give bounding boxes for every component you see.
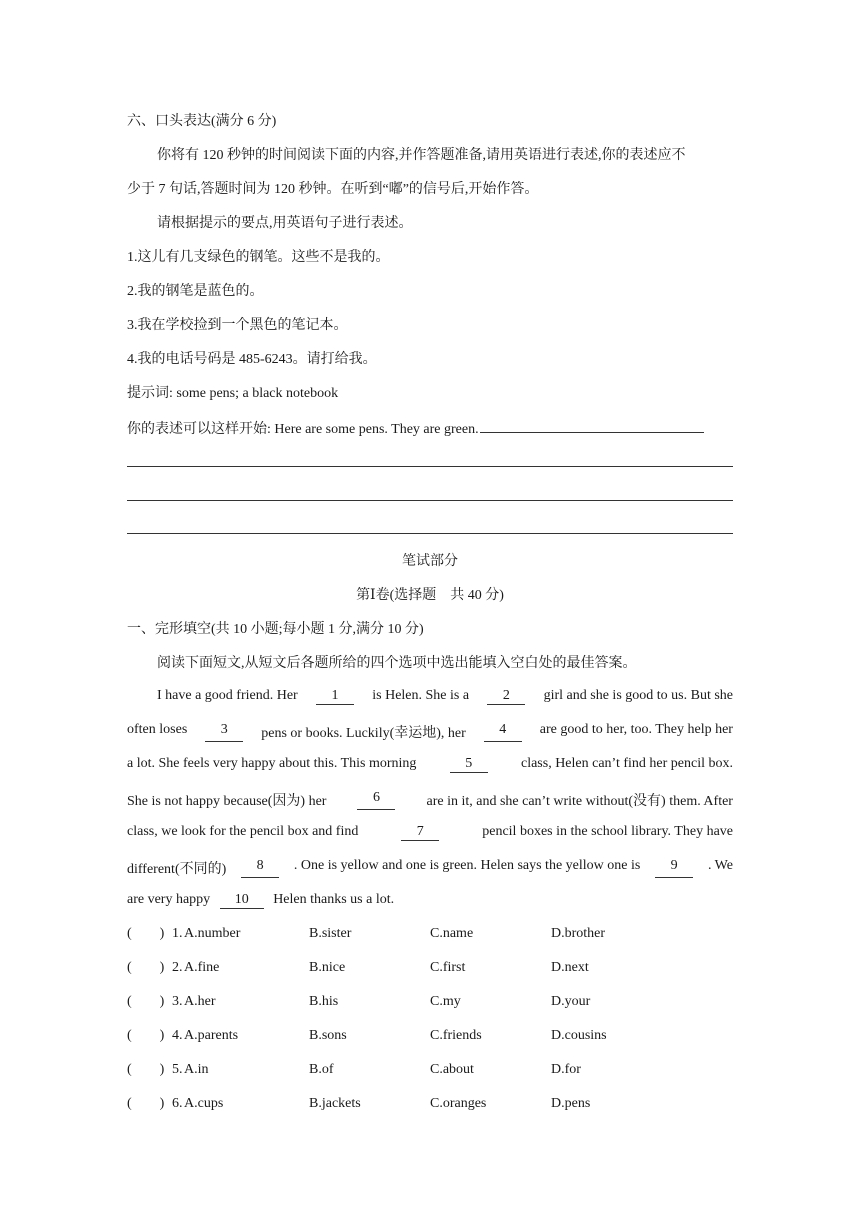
blank-5: 5 [450, 756, 488, 773]
answer-bracket[interactable]: ( ) [127, 994, 165, 1009]
option-b[interactable]: B.of [309, 1062, 334, 1077]
oral-start-text: 你的表述可以这样开始: Here are some pens. They are green. [127, 422, 479, 437]
answer-line-1[interactable] [127, 466, 733, 467]
option-a[interactable]: A.in [184, 1062, 209, 1077]
cloze-heading: 一、完形填空(共 10 小题;每小题 1 分,满分 10 分) [127, 622, 424, 637]
blank-3: 3 [205, 722, 243, 742]
answer-bracket[interactable]: ( ) [127, 1096, 165, 1111]
option-b[interactable]: B.jackets [309, 1096, 361, 1111]
option-d[interactable]: D.pens [551, 1096, 591, 1111]
oral-point-4: 4.我的电话号码是 485-6243。请打给我。 [127, 352, 377, 367]
oral-point-3: 3.我在学校捡到一个黑色的笔记本。 [127, 318, 348, 333]
oral-instruction-line1: 你将有 120 秒钟的时间阅读下面的内容,并作答题准备,请用英语进行表述,你的表述应不 [157, 148, 686, 163]
written-part-title: 笔试部分 [402, 554, 458, 569]
option-b[interactable]: B.sister [309, 926, 352, 941]
volume-title: 第Ⅰ卷(选择题 共 40 分) [356, 588, 504, 603]
answer-line-2[interactable] [127, 500, 733, 501]
passage-line-2: often loses 3 pens or books. Luckily(幸运地), her 4 are good to her, too. They help her [127, 722, 733, 741]
option-c[interactable]: C.oranges [430, 1096, 487, 1111]
option-b[interactable]: B.sons [309, 1028, 347, 1043]
passage-line-7: are very happy 10 Helen thanks us a lot. [127, 892, 395, 907]
answer-line-3[interactable] [127, 533, 733, 534]
answer-bracket[interactable]: ( ) [127, 1062, 165, 1077]
option-a[interactable]: A.parents [184, 1028, 239, 1043]
option-c[interactable]: C.first [430, 960, 466, 975]
passage-line-5: class, we look for the pencil box and find 7 pencil boxes in the school library. They have [127, 824, 733, 839]
blank-4: 4 [484, 722, 522, 742]
option-a[interactable]: A.number [184, 926, 241, 941]
section-heading-oral: 六、口头表达(满分 6 分) [127, 114, 277, 129]
question-number: 6. [172, 1096, 183, 1111]
oral-prompt: 请根据提示的要点,用英语句子进行表述。 [157, 216, 413, 231]
option-c[interactable]: C.about [430, 1062, 474, 1077]
oral-point-2: 2.我的钢笔是蓝色的。 [127, 284, 264, 299]
option-c[interactable]: C.my [430, 994, 461, 1009]
answer-line-inline[interactable] [480, 418, 704, 433]
blank-7: 7 [401, 824, 439, 841]
option-c[interactable]: C.name [430, 926, 474, 941]
answer-bracket[interactable]: ( ) [127, 1028, 165, 1043]
answer-bracket[interactable]: ( ) [127, 960, 165, 975]
option-c[interactable]: C.friends [430, 1028, 482, 1043]
option-b[interactable]: B.his [309, 994, 339, 1009]
cloze-instruction: 阅读下面短文,从短文后各题所给的四个选项中选出能填入空白处的最佳答案。 [157, 656, 637, 671]
option-a[interactable]: A.her [184, 994, 216, 1009]
option-d[interactable]: D.for [551, 1062, 581, 1077]
question-number: 5. [172, 1062, 183, 1077]
question-number: 2. [172, 960, 183, 975]
oral-hint: 提示词: some pens; a black notebook [127, 386, 339, 401]
question-number: 1. [172, 926, 183, 941]
blank-10: 10 [220, 892, 264, 909]
passage-line-1: I have a good friend. Her 1 is Helen. She is a 2 girl and she is good to us. But she [157, 688, 733, 703]
question-number: 4. [172, 1028, 183, 1043]
option-d[interactable]: D.brother [551, 926, 606, 941]
option-d[interactable]: D.your [551, 994, 591, 1009]
oral-point-1: 1.这儿有几支绿色的钢笔。这些不是我的。 [127, 250, 390, 265]
passage-line-4: She is not happy because(因为) her 6 are in it, and she can’t write without(没有) them. After [127, 790, 733, 809]
option-d[interactable]: D.next [551, 960, 589, 975]
answer-bracket[interactable]: ( ) [127, 926, 165, 941]
question-number: 3. [172, 994, 183, 1009]
option-b[interactable]: B.nice [309, 960, 346, 975]
oral-start-line [127, 418, 733, 440]
oral-instruction-line2: 少于 7 句话,答题时间为 120 秒钟。在听到“嘟”的信号后,开始作答。 [127, 182, 539, 197]
blank-1: 1 [316, 688, 354, 705]
blank-8: 8 [241, 858, 279, 878]
blank-9: 9 [655, 858, 693, 878]
passage-line-3: a lot. She feels very happy about this. This morning 5 class, Helen can’t find her pencil box. [127, 756, 733, 771]
option-a[interactable]: A.cups [184, 1096, 224, 1111]
blank-2: 2 [487, 688, 525, 705]
passage-line-6: different(不同的) 8 . One is yellow and one is green. Helen says the yellow one is 9 . We [127, 858, 733, 877]
option-a[interactable]: A.fine [184, 960, 220, 975]
blank-6: 6 [357, 790, 395, 810]
option-d[interactable]: D.cousins [551, 1028, 607, 1043]
